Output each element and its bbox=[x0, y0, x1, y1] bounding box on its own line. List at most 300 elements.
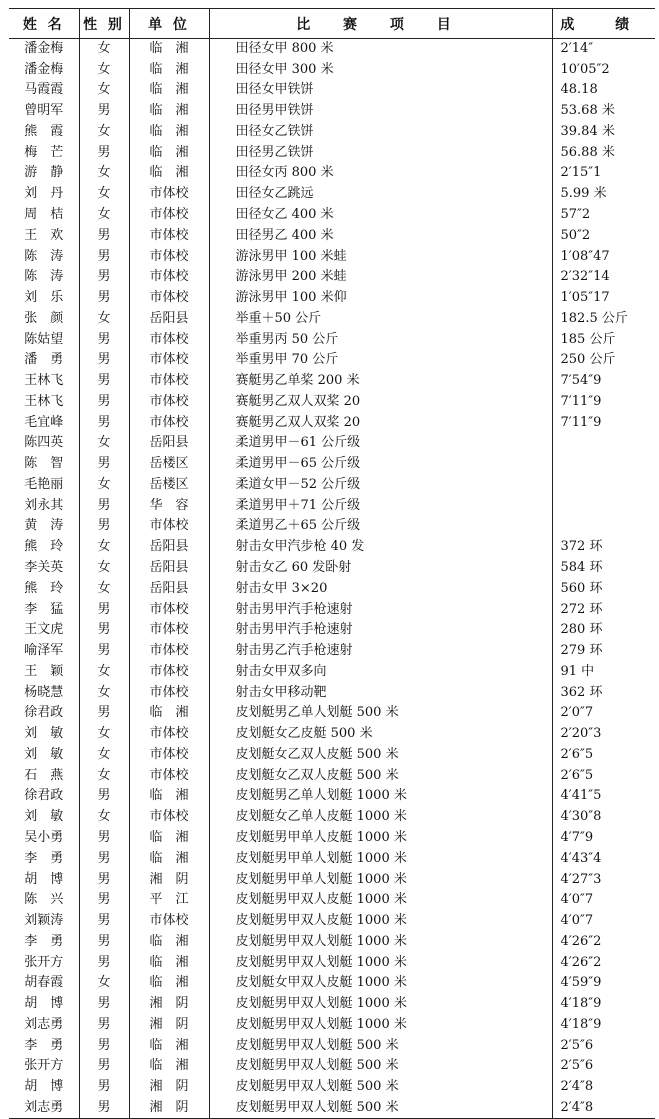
athlete-gender: 女 bbox=[79, 80, 129, 101]
athlete-unit: 市体校 bbox=[129, 641, 209, 662]
athlete-name: 王 欢 bbox=[9, 225, 79, 246]
event-name: 皮划艇男甲双人划艇 1000 米 bbox=[209, 931, 552, 952]
table-row bbox=[9, 994, 655, 1015]
table-row bbox=[9, 931, 655, 952]
athlete-unit: 市体校 bbox=[129, 329, 209, 350]
athlete-gender: 男 bbox=[79, 1035, 129, 1056]
result-score: 372 环 bbox=[560, 539, 603, 555]
header-row bbox=[9, 9, 655, 39]
event-name: 皮划艇男甲单人划艇 1000 米 bbox=[209, 869, 552, 890]
athlete-gender: 女 bbox=[79, 724, 129, 745]
athlete-unit: 临 湘 bbox=[129, 786, 209, 807]
athlete-unit: 市体校 bbox=[129, 516, 209, 537]
athlete-gender: 女 bbox=[79, 745, 129, 766]
athlete-gender: 男 bbox=[79, 142, 129, 163]
table-row bbox=[9, 101, 655, 122]
athlete-name: 刘志勇 bbox=[9, 1098, 79, 1119]
athlete-unit: 市体校 bbox=[129, 911, 209, 932]
athlete-unit: 临 湘 bbox=[129, 931, 209, 952]
athlete-gender: 女 bbox=[79, 475, 129, 496]
header-score: 成 绩 bbox=[552, 9, 655, 39]
athlete-gender: 女 bbox=[79, 205, 129, 226]
table-row bbox=[9, 329, 655, 350]
table-row bbox=[9, 225, 655, 246]
table-row bbox=[9, 371, 655, 392]
event-name: 皮划艇男甲双人划艇 500 米 bbox=[209, 1077, 552, 1098]
event-name: 皮划艇男乙单人划艇 1000 米 bbox=[209, 786, 552, 807]
athlete-name: 刘 丹 bbox=[9, 184, 79, 205]
athlete-name: 陈四英 bbox=[9, 433, 79, 454]
athlete-unit: 市体校 bbox=[129, 288, 209, 309]
header-unit: 单 位 bbox=[129, 9, 209, 39]
table-row bbox=[9, 184, 655, 205]
event-name: 赛艇男乙双人双桨 20 bbox=[209, 392, 552, 413]
event-name: 田径女甲 800 米 bbox=[209, 39, 552, 60]
athlete-gender: 女 bbox=[79, 122, 129, 143]
athlete-name: 胡 博 bbox=[9, 994, 79, 1015]
athlete-unit: 岳阳县 bbox=[129, 433, 209, 454]
athlete-unit: 临 湘 bbox=[129, 122, 209, 143]
event-name: 田径女乙跳远 bbox=[209, 184, 552, 205]
result-score: 4′0″7 bbox=[560, 913, 594, 929]
result-score: 2′6″5 bbox=[560, 767, 594, 783]
athlete-gender: 男 bbox=[79, 329, 129, 350]
table-row bbox=[9, 163, 655, 184]
table-row bbox=[9, 1035, 655, 1056]
event-name: 田径男甲铁饼 bbox=[209, 101, 552, 122]
athlete-unit: 岳阳县 bbox=[129, 537, 209, 558]
table-row bbox=[9, 288, 655, 309]
event-name: 皮划艇女乙单人皮艇 1000 米 bbox=[209, 807, 552, 828]
result-score: 4′59″9 bbox=[560, 975, 602, 991]
table-row bbox=[9, 495, 655, 516]
athlete-unit: 湘 阴 bbox=[129, 1077, 209, 1098]
result-score: 53.68 米 bbox=[560, 103, 615, 119]
athlete-unit: 市体校 bbox=[129, 745, 209, 766]
event-name: 射击男甲汽手枪速射 bbox=[209, 620, 552, 641]
athlete-name: 刘 敏 bbox=[9, 724, 79, 745]
athlete-name: 王林飞 bbox=[9, 371, 79, 392]
header-gender: 性 别 bbox=[79, 9, 129, 39]
table-row bbox=[9, 828, 655, 849]
athlete-gender: 男 bbox=[79, 516, 129, 537]
athlete-unit: 华 容 bbox=[129, 495, 209, 516]
table-row bbox=[9, 475, 655, 496]
result-score bbox=[552, 516, 655, 537]
result-score: 4′41″5 bbox=[560, 788, 602, 804]
table-row bbox=[9, 59, 655, 80]
result-score: 91 中 bbox=[560, 663, 595, 679]
event-name: 田径女甲铁饼 bbox=[209, 80, 552, 101]
athlete-gender: 女 bbox=[79, 807, 129, 828]
event-name: 皮划艇男甲双人划艇 500 米 bbox=[209, 1056, 552, 1077]
result-score bbox=[552, 454, 655, 475]
athlete-unit: 临 湘 bbox=[129, 101, 209, 122]
table-row bbox=[9, 308, 655, 329]
event-name: 皮划艇女乙皮艇 500 米 bbox=[209, 724, 552, 745]
athlete-gender: 男 bbox=[79, 848, 129, 869]
event-name: 射击女乙 60 发卧射 bbox=[209, 558, 552, 579]
result-score: 2′0″7 bbox=[560, 705, 594, 721]
result-score: 1′08″47 bbox=[560, 248, 610, 264]
result-score: 39.84 米 bbox=[560, 123, 615, 139]
athlete-name: 毛艳丽 bbox=[9, 475, 79, 496]
athlete-gender: 男 bbox=[79, 350, 129, 371]
athlete-unit: 湘 阴 bbox=[129, 1098, 209, 1119]
table-row bbox=[9, 786, 655, 807]
athlete-name: 徐君政 bbox=[9, 703, 79, 724]
athlete-unit: 岳阳县 bbox=[129, 578, 209, 599]
table-row bbox=[9, 724, 655, 745]
athlete-gender: 男 bbox=[79, 267, 129, 288]
event-name: 游泳男甲 200 米蛙 bbox=[209, 267, 552, 288]
athlete-gender: 男 bbox=[79, 1098, 129, 1119]
athlete-name: 胡 博 bbox=[9, 1077, 79, 1098]
result-score bbox=[552, 433, 655, 454]
table-row bbox=[9, 973, 655, 994]
result-score: 2′5″6 bbox=[560, 1037, 594, 1053]
athlete-name: 李 勇 bbox=[9, 1035, 79, 1056]
result-score: 5.99 米 bbox=[560, 186, 607, 202]
table-row bbox=[9, 703, 655, 724]
athlete-gender: 男 bbox=[79, 641, 129, 662]
athlete-unit: 市体校 bbox=[129, 412, 209, 433]
athlete-name: 张开方 bbox=[9, 952, 79, 973]
athlete-unit: 临 湘 bbox=[129, 952, 209, 973]
athlete-name: 李 勇 bbox=[9, 848, 79, 869]
table-row bbox=[9, 267, 655, 288]
athlete-gender: 女 bbox=[79, 578, 129, 599]
table-row bbox=[9, 454, 655, 475]
event-name: 柔道男乙＋65 公斤级 bbox=[209, 516, 552, 537]
event-name: 射击女甲移动靶 bbox=[209, 682, 552, 703]
result-score: 2′15″1 bbox=[560, 165, 602, 181]
result-score: 56.88 米 bbox=[560, 144, 615, 160]
athlete-name: 刘颖涛 bbox=[9, 911, 79, 932]
athlete-gender: 男 bbox=[79, 952, 129, 973]
athlete-name: 徐君政 bbox=[9, 786, 79, 807]
athlete-gender: 男 bbox=[79, 994, 129, 1015]
athlete-gender: 男 bbox=[79, 288, 129, 309]
athlete-name: 刘 敏 bbox=[9, 807, 79, 828]
event-name: 柔道女甲－52 公斤级 bbox=[209, 475, 552, 496]
event-name: 射击女甲双多向 bbox=[209, 661, 552, 682]
result-score: 4′26″2 bbox=[560, 954, 602, 970]
athlete-unit: 临 湘 bbox=[129, 142, 209, 163]
event-name: 皮划艇女乙双人皮艇 500 米 bbox=[209, 765, 552, 786]
event-name: 射击女甲 3×20 bbox=[209, 578, 552, 599]
athlete-gender: 女 bbox=[79, 558, 129, 579]
result-score: 2′4″8 bbox=[560, 1079, 594, 1095]
athlete-name: 曾明军 bbox=[9, 101, 79, 122]
athlete-gender: 女 bbox=[79, 661, 129, 682]
athlete-unit: 平 江 bbox=[129, 890, 209, 911]
athlete-unit: 临 湘 bbox=[129, 848, 209, 869]
athlete-unit: 临 湘 bbox=[129, 703, 209, 724]
athlete-gender: 男 bbox=[79, 454, 129, 475]
athlete-name: 潘金梅 bbox=[9, 59, 79, 80]
result-score: 4′27″3 bbox=[560, 871, 602, 887]
athlete-gender: 男 bbox=[79, 392, 129, 413]
athlete-name: 王 颖 bbox=[9, 661, 79, 682]
athlete-name: 潘金梅 bbox=[9, 39, 79, 60]
athlete-name: 王林飞 bbox=[9, 392, 79, 413]
result-score: 4′18″9 bbox=[560, 996, 602, 1012]
event-name: 皮划艇男甲双人划艇 1000 米 bbox=[209, 1014, 552, 1035]
table-row bbox=[9, 848, 655, 869]
table-row bbox=[9, 412, 655, 433]
event-name: 游泳男甲 100 米仰 bbox=[209, 288, 552, 309]
athlete-gender: 女 bbox=[79, 765, 129, 786]
event-name: 射击男甲汽手枪速射 bbox=[209, 599, 552, 620]
result-score: 362 环 bbox=[560, 684, 603, 700]
event-name: 皮划艇男甲单人划艇 1000 米 bbox=[209, 848, 552, 869]
result-score: 584 环 bbox=[560, 560, 603, 576]
athlete-unit: 临 湘 bbox=[129, 1035, 209, 1056]
result-score: 4′7″9 bbox=[560, 829, 594, 845]
table-row bbox=[9, 516, 655, 537]
athlete-name: 杨晓慧 bbox=[9, 682, 79, 703]
table-row bbox=[9, 745, 655, 766]
result-score: 2′14″ bbox=[560, 41, 594, 57]
athlete-name: 周 桔 bbox=[9, 205, 79, 226]
athlete-gender: 男 bbox=[79, 931, 129, 952]
table-row bbox=[9, 392, 655, 413]
athlete-gender: 男 bbox=[79, 620, 129, 641]
athlete-unit: 临 湘 bbox=[129, 163, 209, 184]
table-row bbox=[9, 599, 655, 620]
athlete-unit: 临 湘 bbox=[129, 828, 209, 849]
athlete-name: 胡 博 bbox=[9, 869, 79, 890]
result-score: 2′5″6 bbox=[560, 1058, 594, 1074]
result-score: 560 环 bbox=[560, 580, 603, 596]
athlete-name: 张 颜 bbox=[9, 308, 79, 329]
result-score: 7′11″9 bbox=[560, 414, 602, 430]
athlete-gender: 女 bbox=[79, 163, 129, 184]
table-row bbox=[9, 765, 655, 786]
athlete-unit: 岳阳县 bbox=[129, 308, 209, 329]
result-score: 2′4″8 bbox=[552, 1098, 655, 1119]
athlete-unit: 岳楼区 bbox=[129, 475, 209, 496]
athlete-unit: 市体校 bbox=[129, 350, 209, 371]
table-row bbox=[9, 869, 655, 890]
athlete-name: 张开方 bbox=[9, 1056, 79, 1077]
athlete-unit: 市体校 bbox=[129, 661, 209, 682]
athlete-name: 李 勇 bbox=[9, 931, 79, 952]
athlete-unit: 市体校 bbox=[129, 205, 209, 226]
table-body bbox=[9, 39, 655, 1119]
event-name: 皮划艇女乙双人皮艇 500 米 bbox=[209, 745, 552, 766]
athlete-gender: 女 bbox=[79, 973, 129, 994]
athlete-unit: 市体校 bbox=[129, 267, 209, 288]
result-score: 4′43″4 bbox=[560, 850, 602, 866]
table-row bbox=[9, 350, 655, 371]
athlete-name: 吴小勇 bbox=[9, 828, 79, 849]
athlete-unit: 市体校 bbox=[129, 620, 209, 641]
table-row bbox=[9, 952, 655, 973]
event-name: 柔道男甲－65 公斤级 bbox=[209, 454, 552, 475]
athlete-gender: 女 bbox=[79, 59, 129, 80]
result-score bbox=[552, 475, 655, 496]
table-row bbox=[9, 641, 655, 662]
table-row bbox=[9, 807, 655, 828]
athlete-unit: 湘 阴 bbox=[129, 994, 209, 1015]
table-row bbox=[9, 80, 655, 101]
athlete-gender: 女 bbox=[79, 537, 129, 558]
event-name: 皮划艇男甲双人皮艇 1000 米 bbox=[209, 911, 552, 932]
athlete-name: 陈 兴 bbox=[9, 890, 79, 911]
event-name: 皮划艇男甲双人划艇 1000 米 bbox=[209, 994, 552, 1015]
athlete-name: 熊 玲 bbox=[9, 537, 79, 558]
athlete-unit: 岳阳县 bbox=[129, 558, 209, 579]
athlete-name: 陈 涛 bbox=[9, 267, 79, 288]
athlete-unit: 市体校 bbox=[129, 392, 209, 413]
result-score: 250 公斤 bbox=[560, 352, 616, 368]
event-name: 赛艇男乙双人双桨 20 bbox=[209, 412, 552, 433]
result-score: 50″2 bbox=[560, 227, 591, 243]
event-name: 皮划艇男甲双人皮艇 1000 米 bbox=[209, 890, 552, 911]
athlete-gender: 男 bbox=[79, 869, 129, 890]
athlete-name: 李关英 bbox=[9, 558, 79, 579]
event-name: 田径男乙 400 米 bbox=[209, 225, 552, 246]
table-row bbox=[9, 558, 655, 579]
athlete-gender: 男 bbox=[79, 890, 129, 911]
result-score: 48.18 bbox=[560, 82, 598, 98]
athlete-name: 李 猛 bbox=[9, 599, 79, 620]
result-score: 272 环 bbox=[560, 601, 603, 617]
table-row bbox=[9, 1077, 655, 1098]
athlete-gender: 男 bbox=[79, 495, 129, 516]
table-row bbox=[9, 246, 655, 267]
athlete-name: 熊 玲 bbox=[9, 578, 79, 599]
table-row bbox=[9, 142, 655, 163]
athlete-name: 刘永其 bbox=[9, 495, 79, 516]
result-score: 280 环 bbox=[560, 622, 603, 638]
event-name: 游泳男甲 100 米蛙 bbox=[209, 246, 552, 267]
athlete-gender: 男 bbox=[79, 1056, 129, 1077]
table-row bbox=[9, 890, 655, 911]
athlete-gender: 女 bbox=[79, 39, 129, 60]
result-score: 2′20″3 bbox=[560, 726, 602, 742]
result-score: 279 环 bbox=[560, 643, 603, 659]
result-score: 57″2 bbox=[560, 207, 591, 222]
athlete-name: 陈姑望 bbox=[9, 329, 79, 350]
header-name: 姓 名 bbox=[9, 9, 79, 39]
event-name: 举重＋50 公斤 bbox=[209, 308, 552, 329]
event-name: 田径女乙铁饼 bbox=[209, 122, 552, 143]
athlete-unit: 市体校 bbox=[129, 682, 209, 703]
athlete-unit: 市体校 bbox=[129, 246, 209, 267]
athlete-name: 毛宜峰 bbox=[9, 412, 79, 433]
athlete-name: 石 燕 bbox=[9, 765, 79, 786]
athlete-name: 刘志勇 bbox=[9, 1014, 79, 1035]
athlete-name: 黄 涛 bbox=[9, 516, 79, 537]
result-score: 1′05″17 bbox=[560, 290, 610, 306]
athlete-name: 陈 智 bbox=[9, 454, 79, 475]
athlete-name: 刘 敏 bbox=[9, 745, 79, 766]
athlete-gender: 男 bbox=[79, 599, 129, 620]
result-score: 185 公斤 bbox=[560, 331, 616, 347]
results-table bbox=[9, 8, 655, 1119]
result-score: 2′6″5 bbox=[560, 746, 594, 762]
athlete-gender: 男 bbox=[79, 1014, 129, 1035]
athlete-unit: 临 湘 bbox=[129, 80, 209, 101]
event-name: 皮划艇男乙单人划艇 500 米 bbox=[209, 703, 552, 724]
athlete-name: 刘 乐 bbox=[9, 288, 79, 309]
event-name: 皮划艇女甲双人皮艇 1000 米 bbox=[209, 973, 552, 994]
event-name: 田径女甲 300 米 bbox=[209, 59, 552, 80]
athlete-gender: 男 bbox=[79, 225, 129, 246]
table-row bbox=[9, 620, 655, 641]
table-row bbox=[9, 39, 655, 60]
athlete-gender: 男 bbox=[79, 911, 129, 932]
event-name: 射击男乙汽手枪速射 bbox=[209, 641, 552, 662]
athlete-unit: 临 湘 bbox=[129, 1056, 209, 1077]
table-row bbox=[9, 682, 655, 703]
athlete-name: 陈 涛 bbox=[9, 246, 79, 267]
table-row bbox=[9, 433, 655, 454]
athlete-unit: 湘 阴 bbox=[129, 869, 209, 890]
athlete-unit: 市体校 bbox=[129, 225, 209, 246]
table-row bbox=[9, 205, 655, 226]
event-name: 柔道男甲＋71 公斤级 bbox=[209, 495, 552, 516]
athlete-gender: 女 bbox=[79, 184, 129, 205]
table-row bbox=[9, 578, 655, 599]
table-row bbox=[9, 911, 655, 932]
event-name: 柔道男甲－61 公斤级 bbox=[209, 433, 552, 454]
athlete-name: 喻泽军 bbox=[9, 641, 79, 662]
athlete-name: 游 静 bbox=[9, 163, 79, 184]
athlete-unit: 市体校 bbox=[129, 807, 209, 828]
table-row bbox=[9, 537, 655, 558]
event-name: 皮划艇男甲双人划艇 1000 米 bbox=[209, 952, 552, 973]
athlete-unit: 市体校 bbox=[129, 765, 209, 786]
event-name: 皮划艇男甲双人划艇 500 米 bbox=[209, 1098, 552, 1119]
result-score bbox=[552, 495, 655, 516]
athlete-unit: 临 湘 bbox=[129, 39, 209, 60]
athlete-gender: 男 bbox=[79, 1077, 129, 1098]
athlete-name: 胡春霞 bbox=[9, 973, 79, 994]
table-row bbox=[9, 661, 655, 682]
athlete-unit: 市体校 bbox=[129, 371, 209, 392]
event-name: 田径男乙铁饼 bbox=[209, 142, 552, 163]
header-event: 比 赛 项 目 bbox=[209, 9, 552, 39]
result-score: 4′26″2 bbox=[560, 933, 602, 949]
athlete-gender: 女 bbox=[79, 308, 129, 329]
athlete-gender: 女 bbox=[79, 682, 129, 703]
result-score: 2′32″14 bbox=[560, 269, 610, 285]
athlete-unit: 湘 阴 bbox=[129, 1014, 209, 1035]
result-score: 10′05″2 bbox=[560, 61, 610, 77]
athlete-gender: 男 bbox=[79, 246, 129, 267]
athlete-unit: 市体校 bbox=[129, 724, 209, 745]
result-score: 4′30″8 bbox=[560, 809, 602, 825]
event-name: 射击女甲汽步枪 40 发 bbox=[209, 537, 552, 558]
athlete-gender: 男 bbox=[79, 371, 129, 392]
athlete-gender: 男 bbox=[79, 786, 129, 807]
athlete-unit: 岳楼区 bbox=[129, 454, 209, 475]
athlete-unit: 市体校 bbox=[129, 599, 209, 620]
athlete-gender: 男 bbox=[79, 101, 129, 122]
athlete-name: 潘 勇 bbox=[9, 350, 79, 371]
event-name: 田径女丙 800 米 bbox=[209, 163, 552, 184]
result-score: 4′0″7 bbox=[560, 892, 594, 908]
athlete-unit: 临 湘 bbox=[129, 59, 209, 80]
athlete-name: 熊 霞 bbox=[9, 122, 79, 143]
athlete-name: 王文虎 bbox=[9, 620, 79, 641]
table-row bbox=[9, 1056, 655, 1077]
result-score: 7′11″9 bbox=[560, 393, 602, 409]
